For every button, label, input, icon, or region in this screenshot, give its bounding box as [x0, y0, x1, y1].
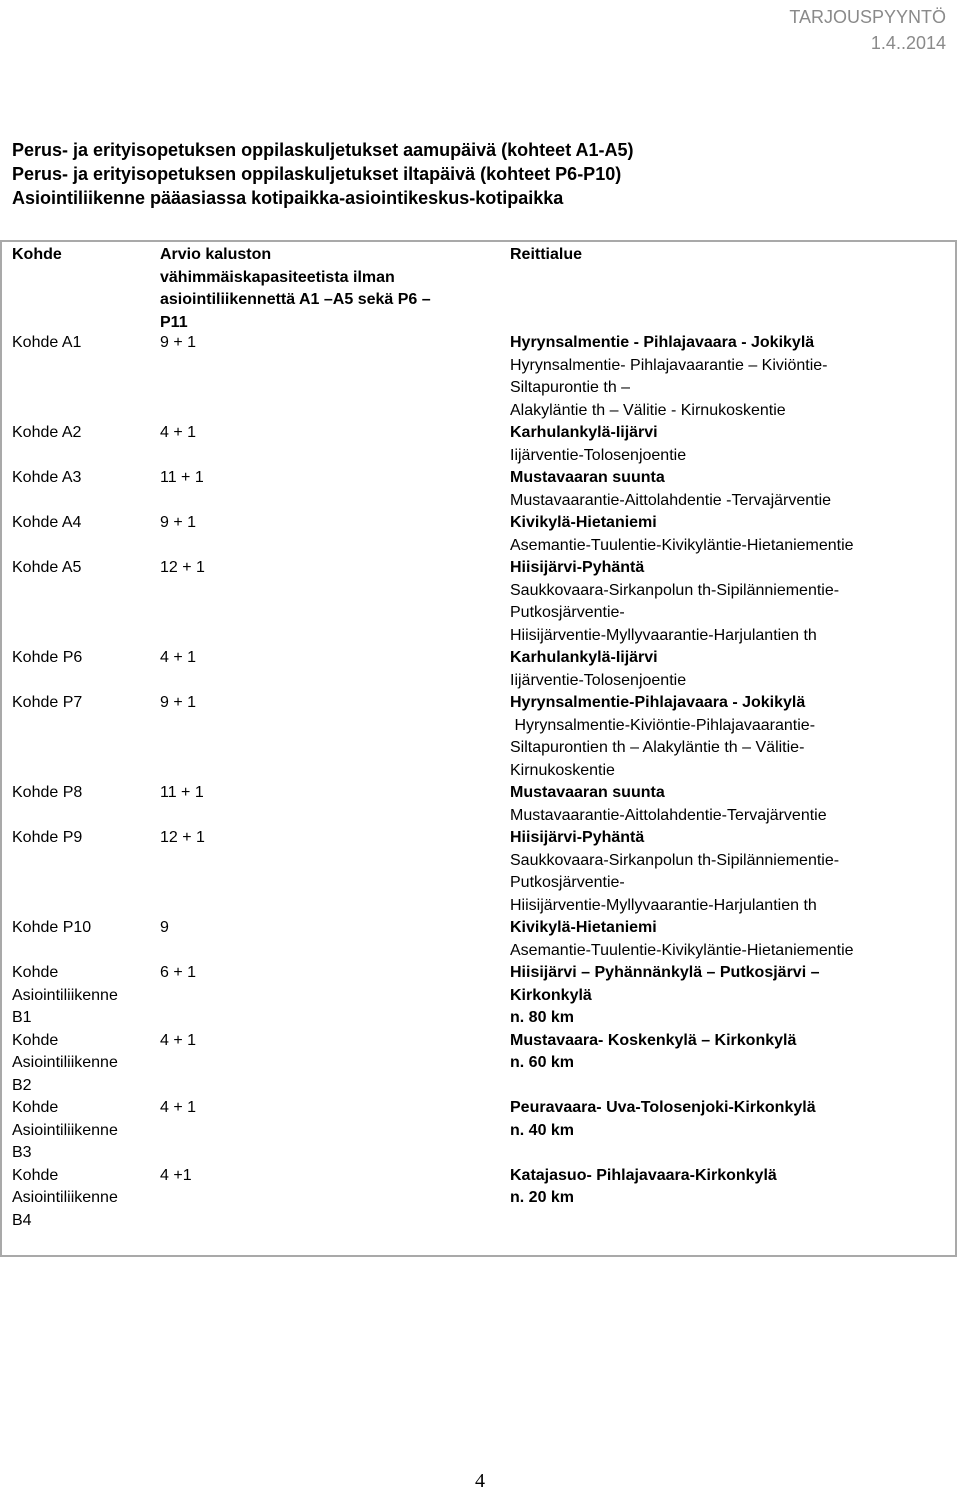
cell-kapasiteetti: 4 + 1 [160, 649, 197, 666]
table-row [12, 332, 942, 422]
route-title-line: Kivikylä-Hietaniemi [510, 919, 657, 936]
header-arvio-line: Arvio kaluston [160, 246, 272, 263]
route-title-line: Karhulankylä-Iijärvi [510, 649, 658, 666]
route-detail-line: Saukkovaara-Sirkanpolun th-Sipilänniementie- [510, 851, 840, 869]
heading-line: Perus- ja erityisopetuksen oppilaskuljetukset aamupäivä (kohteet A1-A5) [12, 140, 634, 160]
kohde-line: Kohde P8 [12, 784, 83, 801]
cell-kohde [12, 962, 160, 1030]
kohde-line: Asiointiliikenne [12, 1189, 118, 1206]
route-title-line: Kivikylä-Hietaniemi [510, 514, 657, 531]
cell-reittialue [510, 467, 942, 512]
cell-kohde [12, 1165, 160, 1233]
cell-kohde [12, 467, 160, 512]
header-arvio-line: P11 [160, 313, 188, 331]
cell-kohde [12, 1030, 160, 1098]
route-detail-line: Siltapurontie th – [510, 379, 631, 396]
cell-kapasiteetti: 9 + 1 [160, 334, 197, 351]
route-table [12, 244, 942, 1232]
cell-kapasiteetti: 12 + 1 [160, 829, 205, 846]
route-detail-line: Putkosjärventie- [510, 604, 625, 621]
kohde-line: B1 [12, 1009, 32, 1026]
route-title-line: Karhulankylä-Iijärvi [510, 424, 658, 441]
route-detail-line: Hiisijärventie-Myllyvaarantie-Harjulantien th [510, 626, 817, 644]
cell-kohde [12, 827, 160, 917]
route-title-line: Hiisijärvi-Pyhäntä [510, 829, 645, 846]
kohde-line: B2 [12, 1076, 32, 1094]
kohde-line: Kohde [12, 1031, 59, 1049]
headings [12, 138, 634, 210]
route-detail-line: Mustavaarantie-Aittolahdentie-Tervajärventie [510, 806, 827, 824]
route-title-line: n. 80 km [510, 1009, 575, 1026]
kohde-line: Kohde P9 [12, 829, 83, 846]
table-row [12, 692, 942, 782]
table-row [12, 1030, 942, 1098]
cell-kohde [12, 782, 160, 827]
header-arvio [160, 244, 510, 332]
cell-reittialue [510, 557, 942, 647]
cell-kapasiteetti: 4 + 1 [160, 1031, 197, 1049]
cell-kapasiteetti: 9 [160, 919, 169, 936]
table-row [12, 782, 942, 827]
table-row [12, 647, 942, 692]
route-title-line: Hiisijärvi-Pyhäntä [510, 559, 645, 576]
route-detail-line: Hyrynsalmentie- Pihlajavaarantie – Kiviöntie- [510, 356, 828, 374]
route-detail-line: Putkosjärventie- [510, 874, 625, 891]
cell-reittialue [510, 962, 942, 1030]
kohde-line: Kohde A5 [12, 559, 82, 576]
route-title-line: Kirkonkylä [510, 986, 592, 1004]
table-body [12, 332, 942, 1232]
table-row [12, 962, 942, 1030]
cell-kohde [12, 647, 160, 692]
kohde-line: Kohde [12, 1099, 59, 1116]
document-date: 1.4..2014 [870, 33, 946, 53]
kohde-line: Kohde A2 [12, 424, 82, 441]
cell-kohde [12, 557, 160, 647]
header-arvio-line: vähimmäiskapasiteetista ilman [160, 268, 395, 286]
cell-kohde [12, 917, 160, 962]
cell-reittialue [510, 647, 942, 692]
cell-kapasiteetti: 12 + 1 [160, 559, 205, 576]
route-title-line: Mustavaara- Koskenkylä – Kirkonkylä [510, 1031, 797, 1049]
cell-reittialue [510, 782, 942, 827]
kohde-line: B4 [12, 1211, 32, 1229]
header-arvio-line: asiointiliikennettä A1 –A5 sekä P6 – [160, 291, 431, 308]
header-kohde: Kohde [12, 246, 62, 263]
table-row [12, 1165, 942, 1233]
kohde-line: Kohde P7 [12, 694, 83, 711]
page-number: 4 [475, 1470, 485, 1492]
route-title-line: Katajasuo- Pihlajavaara-Kirkonkylä [510, 1166, 777, 1184]
cell-reittialue [510, 692, 942, 782]
route-title-line: Hiisijärvi – Pyhännänkylä – Putkosjärvi – [510, 964, 820, 981]
cell-kapasiteetti: 4 +1 [160, 1166, 192, 1184]
kohde-line: Asiointiliikenne [12, 986, 118, 1004]
cell-kohde [12, 1097, 160, 1165]
kohde-line: Kohde [12, 1166, 59, 1184]
table-row [12, 467, 942, 512]
kohde-line: Kohde P6 [12, 649, 83, 666]
route-title-line: Mustavaaran suunta [510, 784, 665, 801]
cell-reittialue [510, 1097, 942, 1165]
kohde-line: Kohde [12, 964, 59, 981]
table-row [12, 512, 942, 557]
heading-line: Asiointiliikenne pääasiassa kotipaikka-asiointikeskus-kotipaikka [12, 188, 564, 208]
cell-kapasiteetti: 9 + 1 [160, 694, 197, 711]
kohde-line: Kohde P10 [12, 919, 92, 936]
route-title-line: n. 60 km [510, 1054, 575, 1071]
table-row [12, 827, 942, 917]
cell-reittialue [510, 1165, 942, 1233]
route-title-line: Hyrynsalmentie-Pihlajavaara - Jokikylä [510, 694, 806, 711]
route-detail-line: Saukkovaara-Sirkanpolun th-Sipilänniementie- [510, 581, 840, 599]
table-row [12, 422, 942, 467]
route-detail-line: Iijärventie-Tolosenjoentie [510, 446, 687, 464]
route-detail-line: Alakyläntie th – Välitie - Kirnukoskentie [510, 401, 786, 419]
table-row [12, 1097, 942, 1165]
cell-kapasiteetti: 6 + 1 [160, 964, 197, 981]
table-row [12, 917, 942, 962]
cell-kohde [12, 332, 160, 422]
cell-kohde [12, 422, 160, 467]
route-title-line: n. 20 km [510, 1189, 575, 1206]
cell-reittialue [510, 1030, 942, 1098]
kohde-line: Asiointiliikenne [12, 1121, 118, 1139]
heading-line: Perus- ja erityisopetuksen oppilaskuljetukset iltapäivä (kohteet P6-P10) [12, 164, 622, 184]
route-detail-line: Asemantie-Tuulentie-Kivikyläntie-Hietaniementie [510, 941, 854, 959]
cell-kapasiteetti: 11 + 1 [160, 469, 204, 486]
route-detail-line: Mustavaarantie-Aittolahdentie -Tervajärventie [510, 491, 832, 509]
route-detail-line: Iijärventie-Tolosenjoentie [510, 671, 687, 689]
cell-reittialue [510, 827, 942, 917]
kohde-line: Asiointiliikenne [12, 1054, 118, 1071]
cell-kapasiteetti: 9 + 1 [160, 514, 197, 531]
cell-kohde [12, 692, 160, 782]
route-detail-line: Kirnukoskentie [510, 761, 615, 779]
kohde-line: B3 [12, 1144, 32, 1161]
kohde-line: Kohde A1 [12, 334, 82, 351]
cell-reittialue [510, 332, 942, 422]
kohde-line: Kohde A4 [12, 514, 82, 531]
route-title-line: Mustavaaran suunta [510, 469, 665, 486]
route-detail-line: Hyrynsalmentie-Kiviöntie-Pihlajavaarantie- [510, 716, 816, 734]
table-row [12, 557, 942, 647]
cell-kohde [12, 512, 160, 557]
cell-kapasiteetti: 11 + 1 [160, 784, 204, 801]
route-title-line: n. 40 km [510, 1121, 575, 1139]
cell-kapasiteetti: 4 + 1 [160, 424, 197, 441]
route-detail-line: Siltapurontien th – Alakyläntie th – Välitie- [510, 739, 805, 756]
document-title: TARJOUSPYYNTÖ [789, 7, 946, 27]
cell-reittialue [510, 512, 942, 557]
table-header-row [12, 244, 942, 332]
route-detail-line: Asemantie-Tuulentie-Kivikyläntie-Hietaniementie [510, 536, 854, 554]
cell-reittialue [510, 917, 942, 962]
route-title-line: Hyrynsalmentie - Pihlajavaara - Jokikylä [510, 334, 815, 351]
route-title-line: Peuravaara- Uva-Tolosenjoki-Kirkonkylä [510, 1099, 816, 1116]
cell-kapasiteetti: 4 + 1 [160, 1099, 197, 1116]
kohde-line: Kohde A3 [12, 469, 82, 486]
cell-reittialue [510, 422, 942, 467]
header-reitti: Reittialue [510, 246, 583, 263]
route-detail-line: Hiisijärventie-Myllyvaarantie-Harjulantien th [510, 896, 817, 914]
